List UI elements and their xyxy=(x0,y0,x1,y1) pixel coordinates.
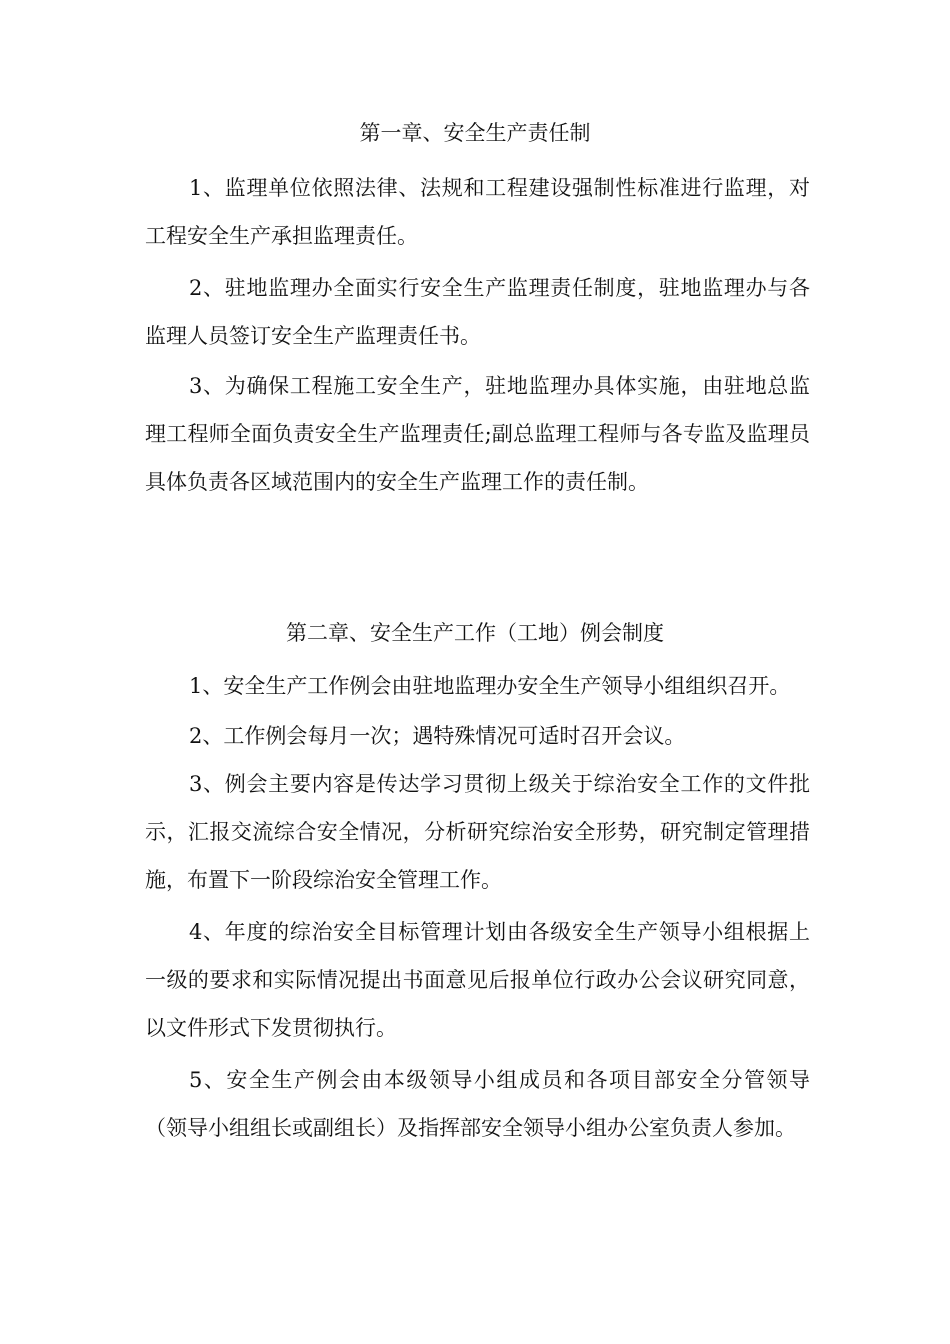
chapter-2-paragraph-4: 4、年度的综治安全目标管理计划由各级安全生产领导小组根据上一级的要求和实际情况提出书面意见后报单位行政办公会议研究同意，以文件形式下发贯彻执行。 xyxy=(145,920,810,1040)
chapter-1-paragraph-1: 1、监理单位依照法律、法规和工程建设强制性标准进行监理，对工程安全生产承担监理责任。 xyxy=(145,176,810,248)
chapter-2-title: 第二章、安全生产工作（工地）例会制度 xyxy=(286,621,664,645)
chapter-1-title: 第一章、安全生产责任制 xyxy=(359,121,591,145)
chapter-2-paragraph-2: 2、工作例会每月一次；遇特殊情况可适时召开会议。 xyxy=(189,724,686,748)
chapter-1-paragraph-3: 3、为确保工程施工安全生产，驻地监理办具体实施，由驻地总监理工程师全面负责安全生产监理责任;副总监理工程师与各专监及监理员具体负责各区域范围内的安全生产监理工作的责任制。 xyxy=(145,374,810,494)
chapter-2-paragraph-5: 5、安全生产例会由本级领导小组成员和各项目部安全分管领导（领导小组组长或副组长）及指挥部安全领导小组办公室负责人参加。 xyxy=(145,1068,810,1140)
chapter-2-paragraph-1: 1、安全生产工作例会由驻地监理办安全生产领导小组组织召开。 xyxy=(189,674,791,698)
chapter-2-paragraph-3: 3、例会主要内容是传达学习贯彻上级关于综治安全工作的文件批示，汇报交流综合安全情况，分析研究综治安全形势，研究制定管理措施，布置下一阶段综治安全管理工作。 xyxy=(145,772,810,892)
chapter-1-paragraph-2: 2、驻地监理办全面实行安全生产监理责任制度，驻地监理办与各监理人员签订安全生产监理责任书。 xyxy=(145,276,810,348)
